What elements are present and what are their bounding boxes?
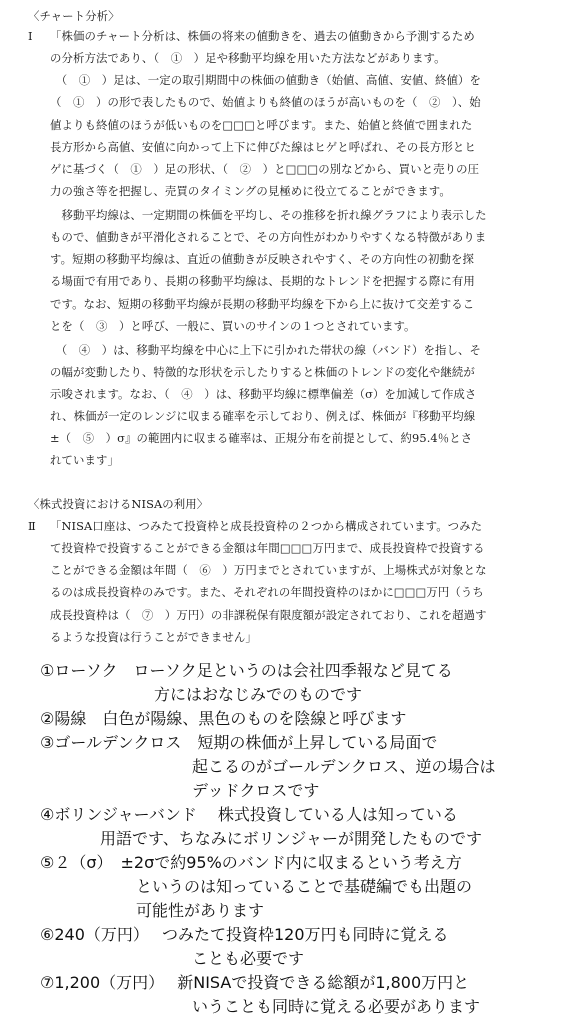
text-line: 成長投資枠は（ ⑦ ）万円）の非課税保有限度額が設定されており、これを超過す <box>50 608 487 622</box>
text-line: です。なお、短期の移動平均線が長期の移動平均線を下から上に抜けて交差するこ <box>50 297 475 311</box>
roman-numeral-1: Ⅰ <box>28 29 33 43</box>
text-line: れ、株価が一定のレンジに収まる確率を示しており、例えば、株価が『移動平均線 <box>50 409 476 423</box>
text-line: もので、値動きが平滑化されることで、その方向性がわかりやすくなる特徴がありま <box>50 230 487 244</box>
text-line: の分析方法であり、（ ① ）足や移動平均線を用いた方法などがあります。 <box>50 51 446 65</box>
text-line: るような投資は行うことができません」 <box>50 630 257 644</box>
note-line: ②陽線 白色が陽線、黒色のものを陰線と呼びます <box>40 709 407 728</box>
text-line: 「株価のチャート分析は、株価の将来の値動きを、過去の値動きから予測するため <box>50 29 475 43</box>
text-line: 示唆されます。なお、（ ④ ）は、移動平均線に標準偏差（σ）を加減して作成さ <box>50 387 477 401</box>
text-line: す。短期の移動平均線は、直近の値動きが反映されやすく、その方向性の初動を探 <box>50 252 475 266</box>
note-line: 可能性があります <box>136 901 265 920</box>
note-line: 用語です、ちなみにボリンジャーが開発したものです <box>100 829 483 848</box>
note-line: 方にはおなじみでのものです <box>154 685 363 704</box>
note-line: ⑦1,200（万円） 新NISAで投資できる総額が1,800万円と <box>40 973 470 992</box>
note-line: ⑤２（σ） ±2σで約95%のバンド内に収まるという考え方 <box>40 853 462 872</box>
text-line: て投資枠で投資することができる金額は年間□□□万円まで、成長投資枠で投資する <box>50 541 485 555</box>
text-line: の幅が変動したり、特徴的な形状を示したりすると株価のトレンドの変化や継続が <box>50 365 475 379</box>
text-line: ゲに基づく（ ① ）足の形状、（ ② ）と□□□の別などから、買いと売りの圧 <box>50 162 480 176</box>
text-line: とを（ ③ ）と呼び、一般に、買いのサインの１つとされています。 <box>50 319 416 333</box>
note-line: いうことも同時に覚える必要があります <box>192 997 481 1016</box>
text-line: （ ① ）足は、一定の取引期間中の株価の値動き（始値、高値、安値、終値）を <box>50 73 481 87</box>
note-line: ③ゴールデンクロス 短期の株価が上昇している局面で <box>40 733 438 752</box>
section-heading-nisa: 〈株式投資におけるNISAの利用〉 <box>28 497 209 511</box>
text-line: 長方形から高値、安値に向かって上下に伸びた線はヒゲと呼ばれ、その長方形とヒ <box>50 140 476 154</box>
text-line: 値よりも終値のほうが低いものを□□□と呼びます。また、始値と終値で囲まれた <box>50 118 473 132</box>
text-line: 「NISA口座は、つみたて投資枠と成長投資枠の２つから構成されています。つみた <box>50 519 483 533</box>
text-line: れています」 <box>50 453 119 467</box>
note-line: ことも必要です <box>192 949 305 968</box>
text-line: ±（ ⑤ ）σ』の範囲内に収まる確率は、正規分布を前提として、約95.4％とさ <box>50 431 473 445</box>
text-line: るのは成長投資枠のみです。また、それぞれの年間投資枠のほかに□□□万円（うち <box>50 585 484 599</box>
section-heading-chart: 〈チャート分析〉 <box>28 9 120 23</box>
roman-numeral-2: Ⅱ <box>28 519 36 533</box>
note-line: デッドクロスです <box>192 781 320 800</box>
note-line: ①ローソク ローソク足というのは会社四季報など見てる <box>40 661 453 680</box>
text-line: 力の強さ等を把握し、売買のタイミングの見極めに役立てることができます。 <box>50 184 451 198</box>
text-line: 移動平均線は、一定期間の株価を平均し、その推移を折れ線グラフにより表示した <box>50 208 487 222</box>
text-line: る場面で有用であり、長期の移動平均線は、長期的なトレンドを把握する際に有用 <box>50 274 475 288</box>
note-line: 起こるのがゴールデンクロス、逆の場合は <box>192 757 496 776</box>
note-line: というのは知っていることで基礎編でも出題の <box>136 877 473 896</box>
note-line: ④ボリンジャーバンド 株式投資している人は知っている <box>40 805 458 824</box>
text-line: （ ④ ）は、移動平均線を中心に上下に引かれた帯状の線（バンド）を指し、そ <box>50 343 481 357</box>
note-line: ⑥240（万円） つみたて投資枠120万円も同時に覚える <box>40 925 449 944</box>
text-line: ことができる金額は年間（ ⑥ ）万円までとされていますが、上場株式が対象とな <box>50 563 487 577</box>
text-line: （ ① ）の形で表したもので、始値よりも終値のほうが高いものを（ ② ）、始 <box>50 95 481 109</box>
